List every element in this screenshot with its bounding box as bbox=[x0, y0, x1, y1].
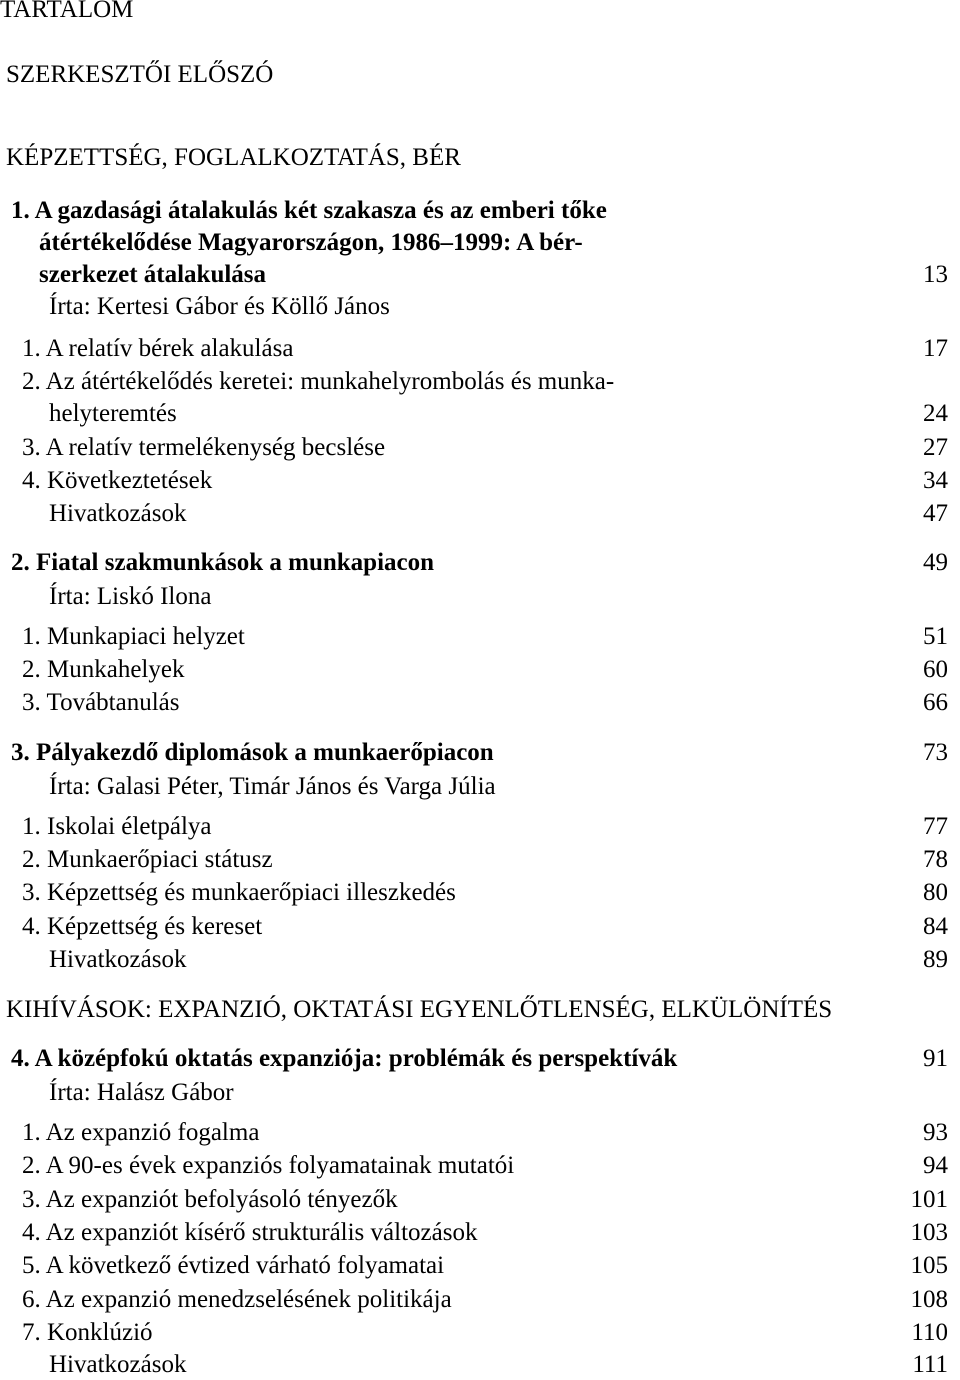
chapter-2-item: 2. Munkahelyek bbox=[22, 656, 185, 683]
chapter-1-item-page: 27 bbox=[923, 434, 948, 461]
chapter-3-item: 4. Képzettség és kereset bbox=[22, 913, 263, 940]
chapter-2-item: 3. Továbtanulás bbox=[22, 689, 180, 716]
chapter-1-item-page: 17 bbox=[923, 335, 948, 362]
chapter-4-item: 7. Konklúzió bbox=[22, 1319, 153, 1346]
chapter-2-item: 1. Munkapiaci helyzet bbox=[22, 623, 245, 650]
chapter-2-title: 2. Fiatal szakmunkások a munkapiacon bbox=[11, 549, 435, 576]
chapter-4-item: 6. Az expanzió menedzselésének politikája bbox=[22, 1286, 452, 1313]
chapter-4-item: 3. Az expanziót befolyásoló tényezők bbox=[22, 1186, 398, 1213]
section-heading-1: KÉPZETTSÉG, FOGLALKOZTATÁS, BÉR bbox=[6, 144, 461, 171]
chapter-3-page: 73 bbox=[923, 739, 948, 766]
chapter-1-page: 13 bbox=[923, 261, 948, 288]
chapter-3-item-page: 77 bbox=[923, 813, 948, 840]
chapter-2-item-page: 66 bbox=[923, 689, 948, 716]
chapter-3-references: Hivatkozások bbox=[49, 946, 187, 973]
chapter-4-references: Hivatkozások bbox=[49, 1351, 187, 1378]
chapter-3-author: Írta: Galasi Péter, Timár János és Varga Júlia bbox=[49, 773, 496, 800]
chapter-4-item: 1. Az expanzió fogalma bbox=[22, 1119, 260, 1146]
chapter-3-item: 3. Képzettség és munkaerőpiaci illeszkedés bbox=[22, 879, 456, 906]
chapter-1-item-page: 24 bbox=[923, 400, 948, 427]
chapter-2-author: Írta: Liskó Ilona bbox=[49, 583, 212, 610]
chapter-3-item-page: 78 bbox=[923, 846, 948, 873]
chapter-4-item-page: 94 bbox=[923, 1152, 948, 1179]
chapter-3-title: 3. Pályakezdő diplomások a munkaerőpiacon bbox=[11, 739, 494, 766]
chapter-1-item-page: 34 bbox=[923, 467, 948, 494]
section-heading-2: KIHÍVÁSOK: EXPANZIÓ, OKTATÁSI EGYENLŐTLENSÉG, ELKÜLÖNÍTÉS bbox=[6, 996, 833, 1023]
chapter-1-item: helyteremtés bbox=[49, 400, 177, 427]
toc-title: TARTALOM bbox=[0, 0, 134, 23]
chapter-4-item: 2. A 90-es évek expanziós folyamatainak mutatói bbox=[22, 1152, 515, 1179]
chapter-4-item-page: 101 bbox=[910, 1186, 948, 1213]
chapter-3-references-page: 89 bbox=[923, 946, 948, 973]
chapter-4-item-page: 110 bbox=[911, 1319, 948, 1346]
chapter-1-item: 3. A relatív termelékenység becslése bbox=[22, 434, 386, 461]
chapter-2-item-page: 60 bbox=[923, 656, 948, 683]
chapter-1-item: 2. Az átértékelődés keretei: munkahelyrombolás és munka- bbox=[22, 368, 615, 395]
chapter-1-item: 4. Következtetések bbox=[22, 467, 213, 494]
chapter-3-item-page: 80 bbox=[923, 879, 948, 906]
chapter-4-item-page: 105 bbox=[910, 1252, 948, 1279]
chapter-1-title-line-3: szerkezet átalakulása bbox=[39, 261, 267, 288]
chapter-3-item-page: 84 bbox=[923, 913, 948, 940]
chapter-4-item-page: 103 bbox=[910, 1219, 948, 1246]
chapter-4-author: Írta: Halász Gábor bbox=[49, 1079, 234, 1106]
chapter-4-item-page: 93 bbox=[923, 1119, 948, 1146]
chapter-1-author: Írta: Kertesi Gábor és Köllő János bbox=[49, 293, 390, 320]
chapter-1-item: 1. A relatív bérek alakulása bbox=[22, 335, 294, 362]
chapter-4-references-page: 111 bbox=[912, 1351, 948, 1378]
chapter-2-item-page: 51 bbox=[923, 623, 948, 650]
chapter-4-page: 91 bbox=[923, 1045, 948, 1072]
chapter-1-references: Hivatkozások bbox=[49, 500, 187, 527]
chapter-3-item: 2. Munkaerőpiaci státusz bbox=[22, 846, 273, 873]
chapter-4-item-page: 108 bbox=[910, 1286, 948, 1313]
chapter-1-references-page: 47 bbox=[923, 500, 948, 527]
chapter-3-item: 1. Iskolai életpálya bbox=[22, 813, 212, 840]
chapter-1-title-line-2: átértékelődése Magyarországon, 1986–1999: A bér- bbox=[39, 229, 583, 256]
chapter-4-item: 5. A következő évtized várható folyamatai bbox=[22, 1252, 445, 1279]
chapter-4-title: 4. A középfokú oktatás expanziója: problémák és perspektívák bbox=[11, 1045, 678, 1072]
chapter-4-item: 4. Az expanziót kísérő strukturális változások bbox=[22, 1219, 478, 1246]
chapter-1-title-line-1: 1. A gazdasági átalakulás két szakasza és az emberi tőke bbox=[11, 197, 607, 224]
chapter-2-page: 49 bbox=[923, 549, 948, 576]
preface-heading: SZERKESZTŐI ELŐSZÓ bbox=[6, 61, 274, 88]
